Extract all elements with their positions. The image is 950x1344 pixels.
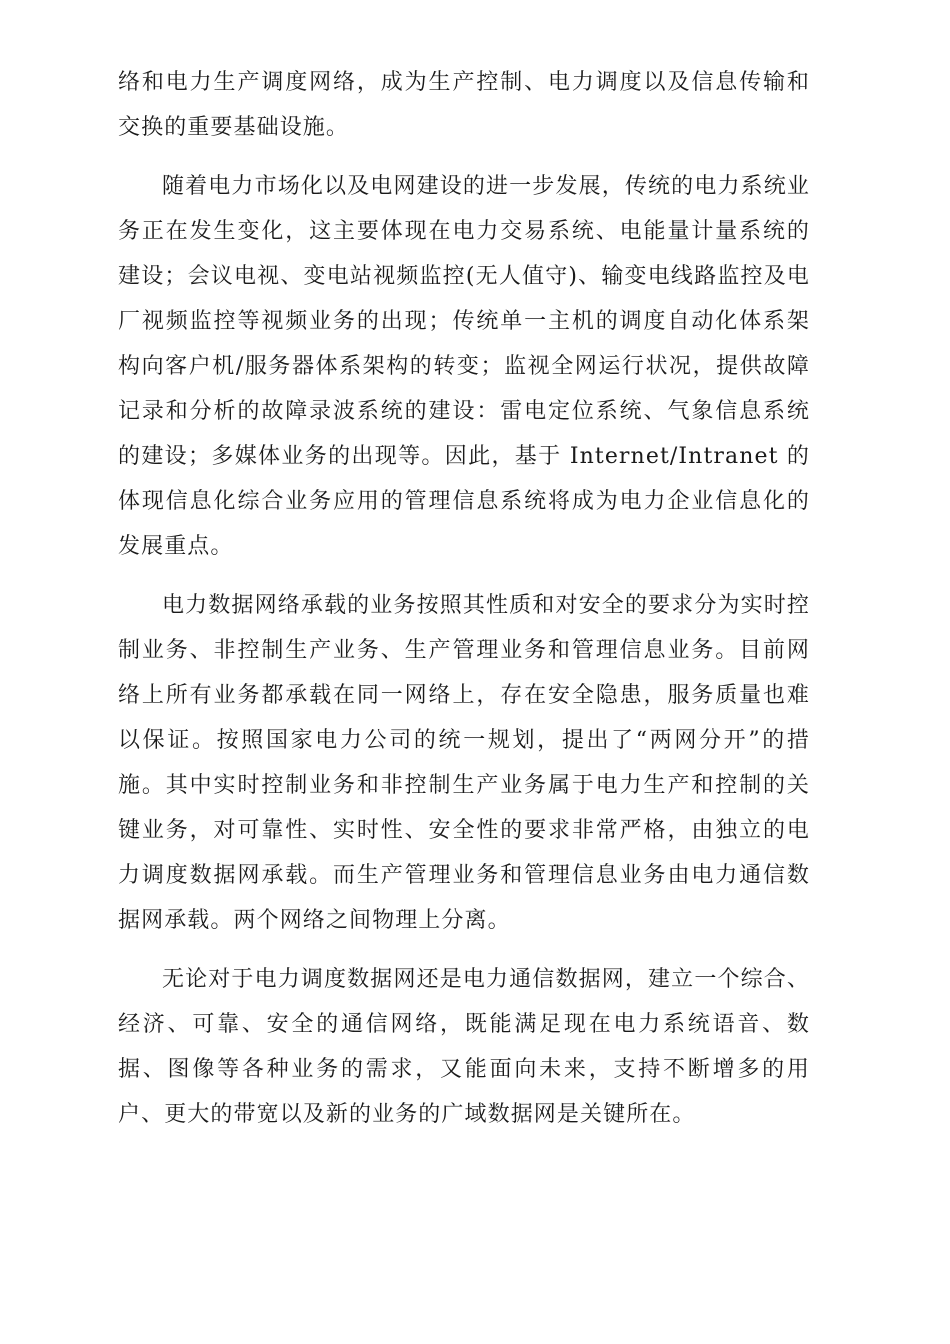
paragraph-1-continued: 络和电力生产调度网络，成为生产控制、电力调度以及信息传输和交换的重要基础设施。 [118,70,810,140]
paragraph-2: 随着电力市场化以及电网建设的进一步发展，传统的电力系统业务正在发生变化，这主要体现在电力交易系统、电能量计量系统的建设；会议电视、变电站视频监控(无人值守)、输变电线路监控及电厂视频监控等视频业务的出现；传统单一主机的调度自动化体系架构向客户机/服务器体系架构的转变；监视全网运行状况，提供故障记录和分析的故障录波系统的建设：雷电定位系统、气象信息系统的建设；多媒体业务的出现等。因此，基于 Internet/Intranet 的体现信息化综合业务应用的管理信息系统将成为电力企业信息化的发展重点。 [118,174,810,559]
paragraph-4: 无论对于电力调度数据网还是电力通信数据网，建立一个综合、经济、可靠、安全的通信网络，既能满足现在电力系统语音、数据、图像等各种业务的需求，又能面向未来，支持不断增多的用户、更大的带宽以及新的业务的广域数据网是关键所在。 [118,967,810,1127]
body-text [118,60,810,1151]
paragraph-3: 电力数据网络承载的业务按照其性质和对安全的要求分为实时控制业务、非控制生产业务、生产管理业务和管理信息业务。目前网络上所有业务都承载在同一网络上，存在安全隐患，服务质量也难以保证。按照国家电力公司的统一规划，提出了“两网分开”的措施。其中实时控制业务和非控制生产业务属于电力生产和控制的关键业务，对可靠性、实时性、安全性的要求非常严格，由独立的电力调度数据网承载。而生产管理业务和管理信息业务由电力通信数据网承载。两个网络之间物理上分离。 [118,593,810,933]
